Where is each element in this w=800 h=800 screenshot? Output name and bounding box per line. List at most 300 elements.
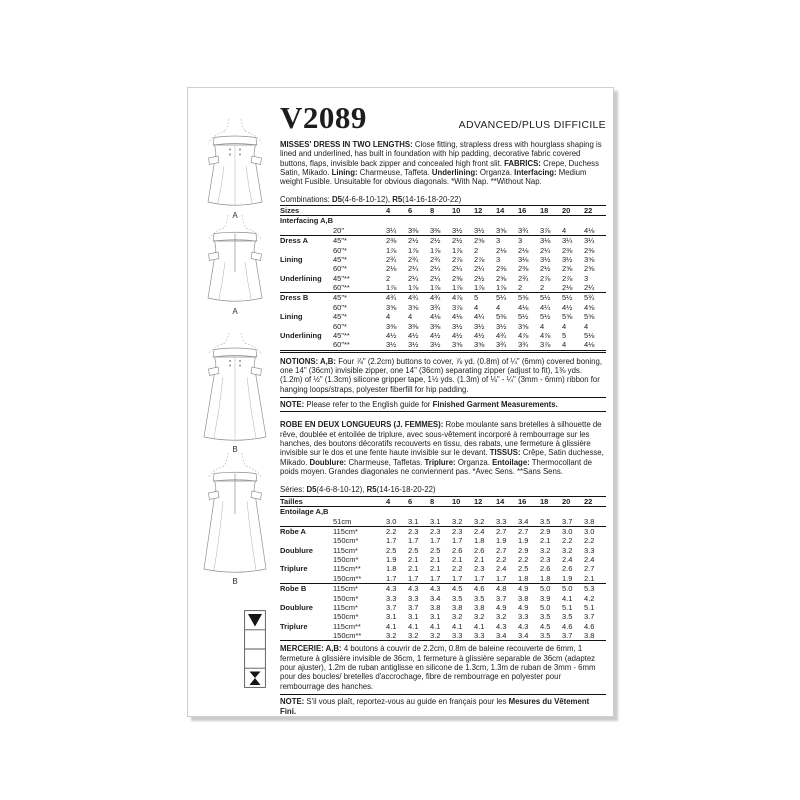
yardage-row: [280, 584, 606, 594]
yardage-row: [280, 555, 606, 564]
yardage-value-cell: 2: [518, 283, 523, 293]
row-label-cell: [280, 303, 333, 312]
yardage-value-cell: 4½: [452, 330, 463, 340]
row-label-cell: Triplure: [280, 564, 308, 574]
yardage-value-cell: 3⅝: [584, 254, 595, 264]
yardage-value-cell: 4⅞: [518, 330, 529, 340]
yardage-value-cell: 1⅞: [430, 283, 441, 293]
dress-a-front-drawing: [195, 118, 275, 210]
yardage-row: [280, 340, 606, 351]
yardage-value-cell: 3.2: [452, 516, 463, 526]
yardage-value-cell: 3.1: [408, 516, 419, 526]
yardage-value-cell: 4.6: [562, 621, 573, 631]
yardage-value-cell: 1.7: [386, 536, 397, 546]
size-header-cell: 22: [584, 496, 606, 506]
yardage-value-cell: 2.2: [496, 555, 507, 565]
yardage-value-cell: 5¾: [584, 293, 606, 303]
yardage-row: [280, 226, 606, 236]
yardage-value-cell: 4.6: [584, 621, 595, 631]
row-label-cell: Underlining: [280, 273, 322, 283]
yardage-value-cell: 3.7: [408, 602, 419, 612]
yardage-value-cell: 2.2: [452, 564, 463, 574]
yardage-value-cell: 3.2: [496, 612, 507, 622]
yardage-value-cell: 3.4: [518, 516, 529, 526]
yardage-value-cell: 2.5: [386, 545, 397, 555]
yardage-value-cell: 4: [540, 321, 545, 331]
yardage-value-cell: 2.2: [386, 526, 408, 536]
fabric-width-cell: 115cm*: [333, 526, 386, 536]
yardage-value-cell: 2.3: [474, 564, 485, 574]
yardage-value-cell: 2.4: [584, 555, 595, 565]
yardage-value-cell: 4.3: [408, 584, 430, 594]
yardage-value-cell: 4.1: [562, 593, 573, 603]
yardage-value-cell: 3⅜: [408, 321, 419, 331]
fabric-width-cell: 115cm*: [333, 602, 358, 612]
yardage-value-cell: 1⅞: [474, 283, 485, 293]
yardage-value-cell: 2⅝: [496, 273, 507, 283]
fabric-width-cell: 45"**: [333, 330, 350, 340]
dress-b-front-drawing: [195, 332, 275, 444]
yardage-value-cell: 5⅝: [584, 312, 595, 322]
yardage-row: [280, 622, 606, 631]
row-label-cell: [280, 283, 333, 293]
yardage-value-cell: 4½: [562, 302, 573, 312]
yardage-section-row: [280, 507, 606, 517]
yardage-value-cell: 3.7: [496, 593, 507, 603]
yardage-value-cell: 3.5: [474, 593, 485, 603]
yardage-value-cell: 2.3: [430, 526, 452, 536]
row-label-cell: [280, 594, 333, 603]
yardage-value-cell: 2.6: [540, 564, 551, 574]
yardage-value-cell: 4: [474, 302, 479, 312]
yardage-value-cell: 3¾: [496, 340, 507, 350]
row-label-cell: [280, 322, 333, 331]
yardage-value-cell: 4⅞: [452, 293, 474, 303]
yardage-value-cell: 2¼: [540, 245, 551, 255]
yardage-value-cell: 3⅝: [386, 302, 397, 312]
yardage-value-cell: 2.3: [408, 526, 430, 536]
pattern-number: V2089: [280, 100, 367, 135]
yardage-value-cell: 2: [540, 283, 545, 293]
size-column-header: Tailles: [280, 496, 386, 506]
yardage-value-cell: 3½: [452, 321, 463, 331]
yardage-row: [280, 564, 606, 573]
size-header-cell: 8: [430, 496, 452, 506]
yardage-value-cell: 4.9: [518, 602, 529, 612]
yardage-value-cell: 2: [386, 273, 391, 283]
row-label-cell: Doublure: [280, 602, 313, 612]
yardage-value-cell: 3⅝: [496, 225, 507, 235]
yardage-value-cell: 3.2: [386, 631, 397, 641]
yardage-value-cell: 3.1: [430, 516, 441, 526]
yardage-value-cell: 2½: [408, 236, 430, 246]
yardage-value-cell: 4: [386, 312, 391, 322]
yardage-value-cell: 2.6: [562, 564, 573, 574]
yardage-value-cell: 4½: [386, 330, 397, 340]
yardage-value-cell: 4: [584, 321, 589, 331]
yardage-row: [280, 574, 606, 584]
yardage-value-cell: 3.8: [584, 631, 595, 641]
yardage-value-cell: 3.3: [518, 612, 529, 622]
dress-a-back-drawing: [195, 214, 275, 306]
yardage-value-cell: 2¾: [408, 254, 419, 264]
size-header-cell: 8: [430, 206, 452, 216]
yardage-value-cell: 2¼: [430, 264, 441, 274]
title-row: [280, 102, 606, 133]
yardage-value-cell: 5⅜: [496, 312, 507, 322]
yardage-value-cell: 2.1: [430, 564, 441, 574]
yardage-value-cell: 2⅝: [584, 264, 595, 274]
fabric-width-cell: 150cm**: [333, 631, 362, 641]
yardage-value-cell: 2.3: [540, 555, 551, 565]
yardage-value-cell: 4⅞: [540, 330, 551, 340]
nap-symbols: [244, 610, 266, 688]
yardage-value-cell: 4.3: [496, 621, 507, 631]
yardage-value-cell: 2¼: [584, 283, 595, 293]
garment-description-english: MISSES' DRESS IN TWO LENGTHS: Close fitting, strapless dress with hourglass shaping is lined and underlined, has built in foundation with hip padding, decorative fabric covered buttons, flaps, invisible back zipper and concealed high front slit. FABRICS: Crepe, Duchess Satin, Mikado. Lining: Charmeuse, Taffeta. Underlining: Organza. Interfacing: Medium weight Fusible. Unsuitable for obvious diagonals. *With Nap. **Without Nap.: [280, 140, 602, 187]
yardage-table-imperial: [280, 205, 606, 353]
section-label-cell: Entoilage A,B: [280, 507, 329, 517]
yardage-value-cell: 2⅛: [562, 283, 573, 293]
yardage-value-cell: 5½: [518, 312, 529, 322]
size-header-cell: 6: [408, 496, 430, 506]
yardage-value-cell: 3¼: [562, 236, 584, 246]
yardage-row: [280, 322, 606, 331]
row-label-cell: Dress B: [280, 293, 333, 303]
fabric-width-cell: 60"*: [333, 245, 347, 255]
size-header-cell: 12: [474, 496, 496, 506]
yardage-value-cell: 3.2: [540, 545, 551, 555]
row-label-cell: [280, 246, 333, 255]
yardage-value-cell: 2.4: [562, 555, 573, 565]
yardage-value-cell: 5.3: [584, 584, 606, 594]
yardage-row: [280, 293, 606, 303]
yardage-row: [280, 526, 606, 536]
yardage-value-cell: 2.6: [452, 545, 463, 555]
yardage-value-cell: 3.2: [474, 612, 485, 622]
yardage-value-cell: 1⅞: [452, 283, 463, 293]
yardage-value-cell: 2¼: [474, 264, 485, 274]
yardage-value-cell: 2⅝: [562, 264, 573, 274]
yardage-value-cell: 4.1: [430, 621, 441, 631]
yardage-value-cell: 3.8: [474, 602, 485, 612]
size-header-cell: 22: [584, 206, 606, 216]
size-header-cell: 6: [408, 206, 430, 216]
fabric-width-cell: 45"*: [333, 293, 386, 303]
yardage-row: [280, 246, 606, 255]
size-header-cell: 12: [474, 206, 496, 216]
yardage-value-cell: 1⅞: [496, 283, 507, 293]
size-column-header: Sizes: [280, 206, 386, 216]
yardage-value-cell: 3.0: [562, 526, 584, 536]
yardage-value-cell: 2½: [474, 273, 485, 283]
yardage-row: [280, 312, 606, 321]
yardage-value-cell: 2⅜: [496, 264, 507, 274]
size-header-cell: 4: [386, 496, 408, 506]
yardage-value-cell: 2.9: [518, 545, 529, 555]
row-label-cell: [280, 340, 333, 351]
yardage-value-cell: 2¼: [452, 264, 463, 274]
yardage-value-cell: 4.5: [540, 621, 551, 631]
yardage-value-cell: 2.1: [474, 555, 485, 565]
yardage-value-cell: 4: [562, 225, 567, 235]
yardage-row: [280, 603, 606, 612]
yardage-value-cell: 3.0: [386, 516, 397, 526]
size-header-cell: 18: [540, 206, 562, 216]
yardage-value-cell: 3⅝: [518, 321, 529, 331]
yardage-value-cell: 2.6: [474, 545, 485, 555]
size-header-cell: 18: [540, 496, 562, 506]
yardage-value-cell: 4.1: [408, 621, 419, 631]
difficulty-label: ADVANCED/PLUS DIFFICILE: [458, 119, 606, 131]
section-label-cell: Interfacing A,B: [280, 216, 334, 226]
yardage-value-cell: 4⅛: [452, 312, 463, 322]
row-label-cell: [280, 555, 333, 564]
yardage-value-cell: 3¼: [386, 225, 397, 235]
size-header-cell: 4: [386, 206, 408, 216]
row-label-cell: Robe B: [280, 584, 333, 594]
yardage-value-cell: 2.7: [584, 564, 595, 574]
yardage-value-cell: 5.0: [540, 584, 562, 594]
yardage-value-cell: 4.2: [584, 593, 595, 603]
row-label-cell: Lining: [280, 254, 303, 264]
size-header-cell: 20: [562, 496, 584, 506]
yardage-value-cell: 3.2: [430, 631, 441, 641]
yardage-value-cell: 3⅞: [452, 302, 463, 312]
yardage-value-cell: 2.5: [408, 545, 419, 555]
yardage-value-cell: 3⅜: [386, 321, 397, 331]
yardage-value-cell: 2⅝: [474, 236, 496, 246]
yardage-value-cell: 3.7: [562, 631, 573, 641]
row-label-cell: Doublure: [280, 545, 313, 555]
yardage-value-cell: 2¼: [408, 273, 419, 283]
yardage-value-cell: 5½: [540, 312, 551, 322]
yardage-value-cell: 3.3: [386, 593, 397, 603]
fabric-width-cell: 150cm*: [333, 612, 359, 622]
yardage-value-cell: 1.9: [496, 536, 507, 546]
yardage-value-cell: 1.8: [540, 573, 551, 583]
yardage-section-row: [280, 216, 606, 226]
yardage-value-cell: 1.7: [430, 536, 441, 546]
yardage-value-cell: 1.8: [386, 564, 397, 574]
yardage-value-cell: 4.1: [386, 621, 397, 631]
yardage-value-cell: 2.1: [408, 564, 419, 574]
yardage-value-cell: 2¾: [518, 273, 529, 283]
yardage-value-cell: 2.1: [408, 555, 419, 565]
fabric-width-cell: 60"**: [333, 283, 350, 293]
yardage-value-cell: 3.8: [518, 593, 529, 603]
yardage-value-cell: 1.7: [452, 573, 463, 583]
yardage-value-cell: 4¾: [496, 330, 507, 340]
fabric-width-cell: 45"**: [333, 273, 350, 283]
fabric-width-cell: 20": [333, 225, 345, 235]
yardage-value-cell: 5⅝: [562, 312, 573, 322]
yardage-value-cell: 1.7: [430, 573, 441, 583]
yardage-value-cell: 3.8: [430, 602, 441, 612]
yardage-value-cell: 3.7: [562, 516, 573, 526]
fabric-width-cell: 150cm*: [333, 536, 359, 546]
yardage-value-cell: 4½: [408, 330, 419, 340]
row-label-cell: [280, 612, 333, 621]
yardage-value-cell: 3.0: [584, 526, 606, 536]
notions-paragraph: NOTIONS: A,B: Four ⅞" (2.2cm) buttons to cover, ⅞ yd. (0.8m) of ¼" (6mm) covered boning, one 14" (36cm) invisible zipper, one 14" (36cm) separating zipper (adjust to fit), 1⅜ yds. (1.2m) of ½" (1.3cm) silicone gripper tape, 1½ yds. (1.3m) of ⅛" - ¼" (3mm - 6mm) ribbon for hanging loops/straps, polyester fiberfill for hip padding.: [280, 356, 603, 394]
yardage-value-cell: 3½: [496, 321, 507, 331]
yardage-value-cell: 1.7: [408, 536, 419, 546]
dress-b-back-drawing: [195, 452, 275, 576]
size-header-cell: 10: [452, 496, 474, 506]
row-label-cell: [280, 574, 333, 584]
yardage-value-cell: 4.6: [474, 584, 496, 594]
fabric-width-cell: 60"*: [333, 321, 347, 331]
yardage-value-cell: 4.3: [518, 621, 529, 631]
yardage-table-metric: [280, 496, 606, 642]
yardage-value-cell: 2.1: [540, 536, 551, 546]
fabric-width-cell: 60"*: [333, 264, 347, 274]
yardage-value-cell: 4¼: [474, 312, 485, 322]
yardage-header-row: [280, 206, 606, 216]
yardage-value-cell: 2.1: [452, 555, 463, 565]
dress-a-front-illustration: [192, 118, 278, 220]
dress-b-back-illustration: [192, 452, 278, 586]
yardage-value-cell: 3½: [474, 225, 485, 235]
yardage-value-cell: 3½: [386, 340, 397, 350]
row-label-cell: [280, 517, 333, 527]
yardage-value-cell: 4½: [430, 330, 441, 340]
fabric-width-cell: 150cm*: [333, 555, 359, 565]
yardage-value-cell: 2.3: [452, 526, 474, 536]
yardage-value-cell: 1.7: [452, 536, 463, 546]
yardage-row: [280, 274, 606, 283]
yardage-value-cell: 3.4: [430, 593, 441, 603]
yardage-row: [280, 331, 606, 340]
fabric-width-cell: 60"**: [333, 340, 350, 350]
yardage-value-cell: 3.3: [496, 516, 507, 526]
yardage-value-cell: 3½: [474, 321, 485, 331]
yardage-value-cell: 5⅜: [518, 293, 540, 303]
yardage-value-cell: 3.2: [408, 631, 419, 641]
yardage-value-cell: 4: [562, 321, 567, 331]
yardage-value-cell: 5.0: [540, 602, 551, 612]
row-label-cell: Underlining: [280, 330, 322, 340]
yardage-value-cell: 4: [496, 302, 501, 312]
yardage-row: [280, 303, 606, 312]
size-header-cell: 16: [518, 496, 540, 506]
yardage-value-cell: 3.5: [540, 516, 551, 526]
yardage-value-cell: 2⅜: [584, 245, 595, 255]
yardage-value-cell: 3: [584, 273, 589, 283]
yardage-value-cell: 4.1: [452, 621, 463, 631]
yardage-value-cell: 2⅛: [518, 245, 529, 255]
yardage-value-cell: 3.5: [540, 612, 551, 622]
yardage-value-cell: 4½: [474, 330, 485, 340]
yardage-value-cell: 4⅛: [430, 312, 441, 322]
yardage-value-cell: 3: [518, 236, 540, 246]
yardage-value-cell: 3.8: [452, 602, 463, 612]
yardage-value-cell: 4¾: [408, 293, 430, 303]
yardage-value-cell: 3.7: [386, 602, 397, 612]
yardage-value-cell: 2.2: [562, 536, 573, 546]
row-label-cell: Lining: [280, 312, 303, 322]
yardage-value-cell: 2¾: [430, 254, 441, 264]
mercerie-paragraph: MERCERIE: A,B: 4 boutons à couvrir de 2.2cm, 0.8m de baleine recouverte de 6mm, 1 fermeture à glissière invisible de 36cm, 1 fermeture à glissière separable de 36cm (adaptez pour ajuster), 1.2m de ruban antiglisse en silicone de 1.3cm, 1.3m de ruban de 3mm - 6mm pour des boucles/ bretelles d'accrochage, fibre de rembourrage en polyester pour rembourrage des hanches.: [280, 644, 596, 691]
yardage-value-cell: 3⅞: [540, 340, 551, 350]
yardage-value-cell: 3¾: [518, 225, 529, 235]
fabric-width-cell: 60"*: [333, 302, 347, 312]
yardage-value-cell: 3⅝: [408, 302, 419, 312]
yardage-value-cell: 3.4: [518, 631, 529, 641]
yardage-value-cell: 2¼: [430, 273, 441, 283]
yardage-value-cell: 3½: [430, 340, 441, 350]
yardage-value-cell: 3⅝: [452, 340, 463, 350]
garment-description-french: ROBE EN DEUX LONGUEURS (J. FEMMES): Robe moulante sans bretelles à silhouette de rêve, doublée et entoilée de triplure, avec sous-vêtement incorporé à rembourrage sur les hanches, des boutons décoratifs recouverts en tissu, des rabats, une fermeture à glissière invisible sur le dos et une fente haute invisible sur le devant. TISSUS: Crêpe, Satin duchesse, Mikado. Doublure: Charmeuse, Taffetas. Triplure: Organza. Entoilage: Thermocollant de poids moyen. Grandes diagonales ne conviennent pas. *Avec Sens. **Sans Sens.: [280, 420, 604, 477]
yardage-value-cell: 2.1: [584, 573, 595, 583]
yardage-value-cell: 1.7: [408, 573, 419, 583]
figure-label: B: [232, 577, 238, 586]
yardage-value-cell: 2⅞: [540, 273, 551, 283]
fabric-width-cell: 45"*: [333, 236, 386, 246]
row-label-cell: Triplure: [280, 621, 308, 631]
yardage-value-cell: 4.9: [496, 602, 507, 612]
yardage-value-cell: 3: [496, 236, 518, 246]
yardage-value-cell: 1.7: [386, 573, 397, 583]
fabric-width-cell: 115cm*: [333, 545, 358, 555]
yardage-value-cell: 3½: [408, 340, 419, 350]
yardage-value-cell: 3.4: [496, 631, 507, 641]
yardage-value-cell: 3: [496, 254, 501, 264]
yardage-header-row: [280, 496, 606, 506]
row-label-cell: Robe A: [280, 526, 333, 536]
yardage-value-cell: 2⅛: [386, 264, 397, 274]
series-line: Séries: D5(4-6-8-10-12), R5(14-16-18-20-22): [280, 485, 436, 495]
yardage-value-cell: 4¾: [430, 293, 452, 303]
yardage-value-cell: 2.1: [430, 555, 441, 565]
row-label-cell: Dress A: [280, 236, 333, 246]
pattern-envelope-back-page: [187, 87, 614, 717]
yardage-value-cell: 3⅝: [474, 340, 485, 350]
yardage-value-cell: 1⅞: [430, 245, 441, 255]
yardage-value-cell: 4⅛: [584, 225, 595, 235]
yardage-value-cell: 1⅞: [386, 283, 397, 293]
yardage-value-cell: 4¾: [386, 293, 408, 303]
yardage-value-cell: 2.5: [430, 545, 441, 555]
yardage-value-cell: 4.1: [474, 621, 485, 631]
yardage-value-cell: 1.9: [518, 536, 529, 546]
yardage-value-cell: 3.5: [540, 631, 551, 641]
yardage-value-cell: 1⅞: [408, 245, 419, 255]
figure-label: A: [232, 211, 238, 220]
yardage-value-cell: 2⅜: [386, 236, 408, 246]
yardage-value-cell: 2⅞: [452, 254, 463, 264]
yardage-value-cell: 2⅞: [474, 254, 485, 264]
yardage-value-cell: 3.9: [540, 593, 551, 603]
yardage-value-cell: 5: [562, 330, 567, 340]
yardage-value-cell: 1.8: [518, 573, 529, 583]
fabric-width-cell: 115cm**: [333, 564, 361, 574]
yardage-row: [280, 283, 606, 293]
yardage-value-cell: 2⅜: [562, 245, 573, 255]
yardage-value-cell: 3¾: [518, 340, 529, 350]
yardage-value-cell: 2½: [430, 236, 452, 246]
yardage-value-cell: 2: [474, 245, 479, 255]
size-header-cell: 16: [518, 206, 540, 216]
yardage-value-cell: 1.9: [562, 573, 573, 583]
row-label-cell: [280, 631, 333, 641]
dress-a-back-illustration: [192, 214, 278, 316]
fabric-width-cell: 150cm**: [333, 573, 362, 583]
yardage-value-cell: 3.2: [562, 545, 573, 555]
note-english: NOTE: Please refer to the English guide for Finished Garment Measurements.: [280, 397, 606, 412]
fabric-width-cell: 45"*: [333, 254, 347, 264]
